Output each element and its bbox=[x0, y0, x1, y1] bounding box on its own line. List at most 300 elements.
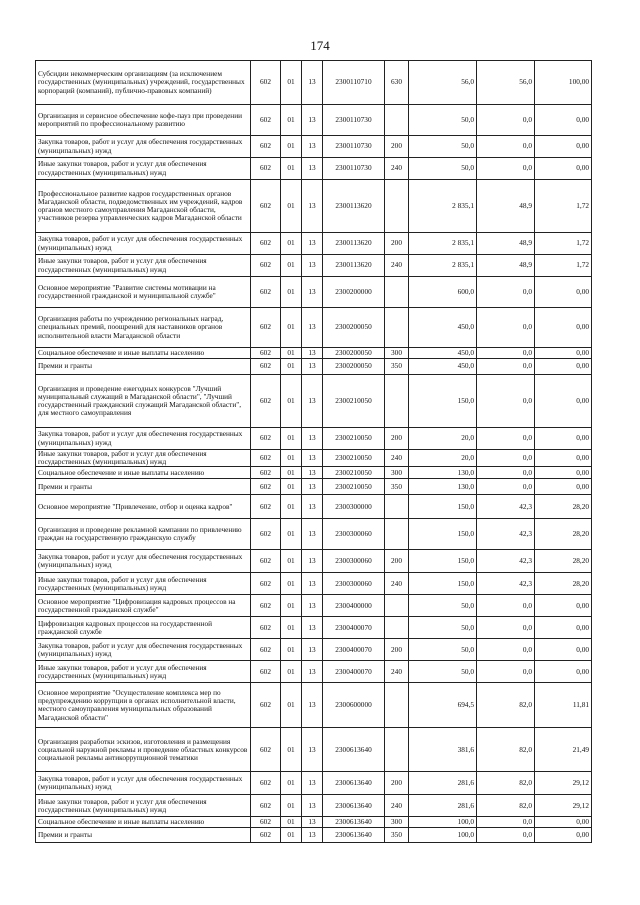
table-row bbox=[36, 308, 592, 348]
row-name: Организация разработки эскизов, изготовления и размещения социальной наружной рекламы и проведение областных конкурсов социальной рекламы антикоррупционной тематики bbox=[36, 728, 251, 772]
row-subsection: 13 bbox=[302, 519, 323, 550]
row-expense-type bbox=[385, 617, 409, 639]
row-target-article: 2300200000 bbox=[323, 277, 385, 308]
row-target-article: 2300300060 bbox=[323, 573, 385, 595]
row-ved: 602 bbox=[251, 158, 281, 180]
row-section: 01 bbox=[281, 817, 302, 828]
row-section: 01 bbox=[281, 495, 302, 519]
row-section: 01 bbox=[281, 772, 302, 795]
row-target-article: 2300300060 bbox=[323, 550, 385, 573]
row-target-article: 2300200050 bbox=[323, 359, 385, 375]
row-subsection: 13 bbox=[302, 359, 323, 375]
row-expense-type: 240 bbox=[385, 661, 409, 683]
row-plan-value: 2 835,1 bbox=[409, 233, 477, 255]
row-name: Иные закупки товаров, работ и услуг для обеспечения государственных (муниципальных) нужд bbox=[36, 795, 251, 817]
row-name: Закупка товаров, работ и услуг для обеспечения государственных (муниципальных) нужд bbox=[36, 772, 251, 795]
row-target-article: 2300210050 bbox=[323, 375, 385, 428]
row-ved: 602 bbox=[251, 728, 281, 772]
row-expense-type: 240 bbox=[385, 255, 409, 277]
row-name: Закупка товаров, работ и услуг для обеспечения государственных (муниципальных) нужд bbox=[36, 550, 251, 573]
row-target-article: 2300210050 bbox=[323, 450, 385, 467]
table-row bbox=[36, 467, 592, 479]
row-ved: 602 bbox=[251, 573, 281, 595]
row-section: 01 bbox=[281, 61, 302, 105]
row-fact-value: 56,0 bbox=[477, 61, 535, 105]
table-row bbox=[36, 828, 592, 843]
row-target-article: 2300300000 bbox=[323, 495, 385, 519]
row-section: 01 bbox=[281, 639, 302, 661]
row-subsection: 13 bbox=[302, 308, 323, 348]
row-fact-value: 0,0 bbox=[477, 595, 535, 617]
row-expense-type: 350 bbox=[385, 479, 409, 495]
row-percent: 29,12 bbox=[535, 795, 592, 817]
table-row bbox=[36, 479, 592, 495]
table-row bbox=[36, 348, 592, 359]
row-name: Иные закупки товаров, работ и услуг для обеспечения государственных (муниципальных) нужд bbox=[36, 661, 251, 683]
row-expense-type bbox=[385, 683, 409, 728]
row-ved: 602 bbox=[251, 661, 281, 683]
row-expense-type: 300 bbox=[385, 467, 409, 479]
row-percent: 0,00 bbox=[535, 359, 592, 375]
row-plan-value: 150,0 bbox=[409, 519, 477, 550]
table-row bbox=[36, 772, 592, 795]
row-section: 01 bbox=[281, 308, 302, 348]
row-section: 01 bbox=[281, 595, 302, 617]
row-subsection: 13 bbox=[302, 617, 323, 639]
row-plan-value: 50,0 bbox=[409, 661, 477, 683]
row-section: 01 bbox=[281, 728, 302, 772]
row-expense-type bbox=[385, 375, 409, 428]
row-name: Закупка товаров, работ и услуг для обеспечения государственных (муниципальных) нужд bbox=[36, 233, 251, 255]
row-target-article: 2300210050 bbox=[323, 467, 385, 479]
row-subsection: 13 bbox=[302, 255, 323, 277]
row-subsection: 13 bbox=[302, 428, 323, 450]
row-ved: 602 bbox=[251, 467, 281, 479]
page-number: 174 bbox=[310, 38, 330, 53]
row-ved: 602 bbox=[251, 375, 281, 428]
row-name: Иные закупки товаров, работ и услуг для обеспечения государственных (муниципальных) нужд bbox=[36, 573, 251, 595]
row-plan-value: 381,6 bbox=[409, 728, 477, 772]
row-ved: 602 bbox=[251, 479, 281, 495]
row-percent: 0,00 bbox=[535, 308, 592, 348]
row-target-article: 2300613640 bbox=[323, 772, 385, 795]
row-plan-value: 450,0 bbox=[409, 359, 477, 375]
row-subsection: 13 bbox=[302, 158, 323, 180]
row-subsection: 13 bbox=[302, 233, 323, 255]
row-plan-value: 100,0 bbox=[409, 828, 477, 843]
row-expense-type: 200 bbox=[385, 772, 409, 795]
row-section: 01 bbox=[281, 683, 302, 728]
row-fact-value: 0,0 bbox=[477, 359, 535, 375]
row-subsection: 13 bbox=[302, 639, 323, 661]
row-plan-value: 150,0 bbox=[409, 495, 477, 519]
row-subsection: 13 bbox=[302, 817, 323, 828]
row-percent: 0,00 bbox=[535, 348, 592, 359]
row-plan-value: 150,0 bbox=[409, 375, 477, 428]
table-row bbox=[36, 617, 592, 639]
row-target-article: 2300200050 bbox=[323, 308, 385, 348]
row-name: Социальное обеспечение и иные выплаты населению bbox=[36, 817, 251, 828]
row-section: 01 bbox=[281, 277, 302, 308]
row-section: 01 bbox=[281, 233, 302, 255]
row-subsection: 13 bbox=[302, 795, 323, 817]
row-expense-type bbox=[385, 105, 409, 136]
row-expense-type: 630 bbox=[385, 61, 409, 105]
row-plan-value: 150,0 bbox=[409, 550, 477, 573]
row-fact-value: 0,0 bbox=[477, 450, 535, 467]
row-percent: 11,81 bbox=[535, 683, 592, 728]
row-fact-value: 0,0 bbox=[477, 617, 535, 639]
row-fact-value: 0,0 bbox=[477, 661, 535, 683]
row-target-article: 2300210050 bbox=[323, 428, 385, 450]
row-target-article: 2300400070 bbox=[323, 639, 385, 661]
row-name: Цифровизация кадровых процессов на государственной гражданской службе bbox=[36, 617, 251, 639]
row-plan-value: 50,0 bbox=[409, 105, 477, 136]
row-expense-type: 240 bbox=[385, 573, 409, 595]
row-ved: 602 bbox=[251, 136, 281, 158]
row-name: Иные закупки товаров, работ и услуг для обеспечения государственных (муниципальных) нужд bbox=[36, 158, 251, 180]
row-section: 01 bbox=[281, 105, 302, 136]
row-plan-value: 130,0 bbox=[409, 479, 477, 495]
row-ved: 602 bbox=[251, 772, 281, 795]
row-name: Премии и гранты bbox=[36, 479, 251, 495]
row-percent: 0,00 bbox=[535, 661, 592, 683]
table-row bbox=[36, 428, 592, 450]
table-row bbox=[36, 728, 592, 772]
row-section: 01 bbox=[281, 359, 302, 375]
row-subsection: 13 bbox=[302, 105, 323, 136]
row-ved: 602 bbox=[251, 595, 281, 617]
row-expense-type: 350 bbox=[385, 828, 409, 843]
table-row bbox=[36, 105, 592, 136]
row-plan-value: 130,0 bbox=[409, 467, 477, 479]
row-percent: 28,20 bbox=[535, 495, 592, 519]
row-percent: 21,49 bbox=[535, 728, 592, 772]
row-expense-type bbox=[385, 519, 409, 550]
table-row bbox=[36, 450, 592, 467]
row-section: 01 bbox=[281, 255, 302, 277]
row-subsection: 13 bbox=[302, 348, 323, 359]
row-expense-type: 240 bbox=[385, 158, 409, 180]
row-name: Закупка товаров, работ и услуг для обеспечения государственных (муниципальных) нужд bbox=[36, 136, 251, 158]
row-percent: 0,00 bbox=[535, 479, 592, 495]
row-expense-type bbox=[385, 495, 409, 519]
row-subsection: 13 bbox=[302, 683, 323, 728]
row-ved: 602 bbox=[251, 817, 281, 828]
row-fact-value: 42,3 bbox=[477, 573, 535, 595]
row-ved: 602 bbox=[251, 61, 281, 105]
row-plan-value: 2 835,1 bbox=[409, 255, 477, 277]
row-fact-value: 0,0 bbox=[477, 467, 535, 479]
row-percent: 0,00 bbox=[535, 617, 592, 639]
row-section: 01 bbox=[281, 158, 302, 180]
row-percent: 28,20 bbox=[535, 550, 592, 573]
row-fact-value: 82,0 bbox=[477, 728, 535, 772]
row-ved: 602 bbox=[251, 828, 281, 843]
row-percent: 0,00 bbox=[535, 375, 592, 428]
row-fact-value: 0,0 bbox=[477, 105, 535, 136]
row-percent: 0,00 bbox=[535, 595, 592, 617]
row-subsection: 13 bbox=[302, 828, 323, 843]
row-percent: 0,00 bbox=[535, 467, 592, 479]
row-target-article: 2300210050 bbox=[323, 479, 385, 495]
row-name: Организация и проведение ежегодных конкурсов "Лучший муниципальный служащий в Магаданской области", "Лучший государственный гражданский служащий Магаданской области", для местного самоуправления bbox=[36, 375, 251, 428]
row-plan-value: 450,0 bbox=[409, 348, 477, 359]
table-row bbox=[36, 573, 592, 595]
row-percent: 0,00 bbox=[535, 450, 592, 467]
row-target-article: 2300613640 bbox=[323, 828, 385, 843]
row-plan-value: 50,0 bbox=[409, 158, 477, 180]
row-name: Премии и гранты bbox=[36, 359, 251, 375]
row-subsection: 13 bbox=[302, 661, 323, 683]
row-ved: 602 bbox=[251, 105, 281, 136]
row-ved: 602 bbox=[251, 617, 281, 639]
row-target-article: 2300300060 bbox=[323, 519, 385, 550]
table-row bbox=[36, 277, 592, 308]
row-expense-type: 300 bbox=[385, 817, 409, 828]
row-expense-type: 200 bbox=[385, 639, 409, 661]
row-ved: 602 bbox=[251, 359, 281, 375]
row-name: Премии и гранты bbox=[36, 828, 251, 843]
row-plan-value: 281,6 bbox=[409, 795, 477, 817]
row-percent: 0,00 bbox=[535, 828, 592, 843]
row-name: Организация и проведение рекламной кампании по привлечению граждан на государственную гражданскую службу bbox=[36, 519, 251, 550]
row-name: Иные закупки товаров, работ и услуг для обеспечения государственных (муниципальных) нужд bbox=[36, 255, 251, 277]
row-fact-value: 48,9 bbox=[477, 255, 535, 277]
row-percent: 1,72 bbox=[535, 255, 592, 277]
table-row bbox=[36, 136, 592, 158]
row-percent: 0,00 bbox=[535, 817, 592, 828]
row-fact-value: 0,0 bbox=[477, 428, 535, 450]
row-ved: 602 bbox=[251, 308, 281, 348]
row-ved: 602 bbox=[251, 428, 281, 450]
table-row bbox=[36, 180, 592, 233]
row-percent: 0,00 bbox=[535, 639, 592, 661]
row-subsection: 13 bbox=[302, 550, 323, 573]
row-name: Основное мероприятие "Осуществление комплекса мер по предупреждению коррупции в органах исполнительной власти, местного самоуправления муниципальных образований Магаданской области" bbox=[36, 683, 251, 728]
table-row bbox=[36, 158, 592, 180]
row-section: 01 bbox=[281, 180, 302, 233]
table-row bbox=[36, 375, 592, 428]
row-fact-value: 82,0 bbox=[477, 683, 535, 728]
row-ved: 602 bbox=[251, 639, 281, 661]
row-section: 01 bbox=[281, 467, 302, 479]
row-fact-value: 48,9 bbox=[477, 233, 535, 255]
row-percent: 0,00 bbox=[535, 277, 592, 308]
row-section: 01 bbox=[281, 375, 302, 428]
table-row bbox=[36, 61, 592, 105]
row-section: 01 bbox=[281, 795, 302, 817]
row-ved: 602 bbox=[251, 495, 281, 519]
row-plan-value: 2 835,1 bbox=[409, 180, 477, 233]
row-percent: 1,72 bbox=[535, 233, 592, 255]
row-target-article: 2300400000 bbox=[323, 595, 385, 617]
row-subsection: 13 bbox=[302, 772, 323, 795]
row-name: Основное мероприятие "Цифровизация кадровых процессов на государственной гражданской службе" bbox=[36, 595, 251, 617]
row-fact-value: 48,9 bbox=[477, 180, 535, 233]
row-plan-value: 450,0 bbox=[409, 308, 477, 348]
row-target-article: 2300600000 bbox=[323, 683, 385, 728]
row-ved: 602 bbox=[251, 683, 281, 728]
row-name: Социальное обеспечение и иные выплаты населению bbox=[36, 467, 251, 479]
row-percent: 29,12 bbox=[535, 772, 592, 795]
table-row bbox=[36, 683, 592, 728]
row-target-article: 2300613640 bbox=[323, 817, 385, 828]
row-subsection: 13 bbox=[302, 450, 323, 467]
row-target-article: 2300613640 bbox=[323, 728, 385, 772]
row-target-article: 2300110730 bbox=[323, 136, 385, 158]
row-fact-value: 0,0 bbox=[477, 348, 535, 359]
table-row bbox=[36, 519, 592, 550]
table-row bbox=[36, 550, 592, 573]
row-plan-value: 50,0 bbox=[409, 136, 477, 158]
row-plan-value: 100,0 bbox=[409, 817, 477, 828]
row-subsection: 13 bbox=[302, 277, 323, 308]
row-expense-type: 200 bbox=[385, 233, 409, 255]
table-row bbox=[36, 639, 592, 661]
row-name: Субсидии некоммерческим организациям (за исключением государственных (муниципальных) учреждений, государственных корпораций (компаний), публично-правовых компаний) bbox=[36, 61, 251, 105]
row-subsection: 13 bbox=[302, 495, 323, 519]
row-percent: 0,00 bbox=[535, 105, 592, 136]
row-fact-value: 0,0 bbox=[477, 639, 535, 661]
row-name: Организация и сервисное обеспечение кофе-пауз при проведении мероприятий по профессиональному развитию bbox=[36, 105, 251, 136]
row-expense-type: 240 bbox=[385, 795, 409, 817]
row-section: 01 bbox=[281, 348, 302, 359]
row-fact-value: 0,0 bbox=[477, 158, 535, 180]
row-expense-type: 200 bbox=[385, 136, 409, 158]
row-fact-value: 0,0 bbox=[477, 136, 535, 158]
row-plan-value: 600,0 bbox=[409, 277, 477, 308]
row-target-article: 2300400070 bbox=[323, 617, 385, 639]
row-section: 01 bbox=[281, 519, 302, 550]
row-expense-type bbox=[385, 595, 409, 617]
row-plan-value: 50,0 bbox=[409, 595, 477, 617]
row-fact-value: 0,0 bbox=[477, 479, 535, 495]
row-percent: 0,00 bbox=[535, 158, 592, 180]
row-ved: 602 bbox=[251, 277, 281, 308]
row-fact-value: 42,3 bbox=[477, 519, 535, 550]
row-expense-type bbox=[385, 308, 409, 348]
row-subsection: 13 bbox=[302, 479, 323, 495]
row-plan-value: 20,0 bbox=[409, 450, 477, 467]
row-target-article: 2300110710 bbox=[323, 61, 385, 105]
row-plan-value: 56,0 bbox=[409, 61, 477, 105]
row-name: Закупка товаров, работ и услуг для обеспечения государственных (муниципальных) нужд bbox=[36, 639, 251, 661]
row-percent: 28,20 bbox=[535, 519, 592, 550]
table-row bbox=[36, 495, 592, 519]
row-section: 01 bbox=[281, 136, 302, 158]
row-target-article: 2300110730 bbox=[323, 105, 385, 136]
table-row bbox=[36, 255, 592, 277]
table-row bbox=[36, 661, 592, 683]
row-name: Закупка товаров, работ и услуг для обеспечения государственных (муниципальных) нужд bbox=[36, 428, 251, 450]
row-name: Профессиональное развитие кадров государственных органов Магаданской области, подведомственных им учреждений, кадров органов местного самоуправления Магаданской области, участников резерва управленческих кадров Магаданской области bbox=[36, 180, 251, 233]
table-row bbox=[36, 817, 592, 828]
row-percent: 0,00 bbox=[535, 428, 592, 450]
row-subsection: 13 bbox=[302, 375, 323, 428]
row-fact-value: 0,0 bbox=[477, 277, 535, 308]
row-expense-type: 300 bbox=[385, 348, 409, 359]
row-fact-value: 42,3 bbox=[477, 550, 535, 573]
row-target-article: 2300113620 bbox=[323, 255, 385, 277]
row-ved: 602 bbox=[251, 255, 281, 277]
row-ved: 602 bbox=[251, 233, 281, 255]
row-subsection: 13 bbox=[302, 180, 323, 233]
row-ved: 602 bbox=[251, 450, 281, 467]
row-name: Основное мероприятие "Привлечение, отбор и оценка кадров" bbox=[36, 495, 251, 519]
row-subsection: 13 bbox=[302, 595, 323, 617]
row-subsection: 13 bbox=[302, 573, 323, 595]
row-name: Иные закупки товаров, работ и услуг для обеспечения государственных (муниципальных) нужд bbox=[36, 450, 251, 467]
row-subsection: 13 bbox=[302, 728, 323, 772]
row-fact-value: 0,0 bbox=[477, 308, 535, 348]
row-expense-type: 200 bbox=[385, 550, 409, 573]
row-target-article: 2300613640 bbox=[323, 795, 385, 817]
row-plan-value: 694,5 bbox=[409, 683, 477, 728]
row-target-article: 2300200050 bbox=[323, 348, 385, 359]
table-row bbox=[36, 795, 592, 817]
table-row bbox=[36, 595, 592, 617]
row-plan-value: 150,0 bbox=[409, 573, 477, 595]
row-fact-value: 82,0 bbox=[477, 795, 535, 817]
row-percent: 28,20 bbox=[535, 573, 592, 595]
row-percent: 100,00 bbox=[535, 61, 592, 105]
table-row bbox=[36, 359, 592, 375]
row-target-article: 2300110730 bbox=[323, 158, 385, 180]
row-expense-type: 240 bbox=[385, 450, 409, 467]
row-section: 01 bbox=[281, 828, 302, 843]
row-plan-value: 50,0 bbox=[409, 617, 477, 639]
row-fact-value: 0,0 bbox=[477, 375, 535, 428]
row-fact-value: 82,0 bbox=[477, 772, 535, 795]
row-subsection: 13 bbox=[302, 136, 323, 158]
row-section: 01 bbox=[281, 617, 302, 639]
row-expense-type bbox=[385, 277, 409, 308]
row-target-article: 2300113620 bbox=[323, 180, 385, 233]
row-expense-type bbox=[385, 180, 409, 233]
row-ved: 602 bbox=[251, 795, 281, 817]
row-name: Основное мероприятие "Развитие системы мотивации на государственной гражданской и муниципальной службе" bbox=[36, 277, 251, 308]
row-ved: 602 bbox=[251, 180, 281, 233]
row-ved: 602 bbox=[251, 519, 281, 550]
row-ved: 602 bbox=[251, 550, 281, 573]
row-percent: 1,72 bbox=[535, 180, 592, 233]
row-fact-value: 0,0 bbox=[477, 817, 535, 828]
row-percent: 0,00 bbox=[535, 136, 592, 158]
row-expense-type bbox=[385, 728, 409, 772]
row-section: 01 bbox=[281, 428, 302, 450]
row-plan-value: 20,0 bbox=[409, 428, 477, 450]
row-subsection: 13 bbox=[302, 61, 323, 105]
row-plan-value: 50,0 bbox=[409, 639, 477, 661]
row-fact-value: 42,3 bbox=[477, 495, 535, 519]
row-section: 01 bbox=[281, 479, 302, 495]
row-expense-type: 350 bbox=[385, 359, 409, 375]
row-name: Организация работы по учреждению региональных наград, специальных премий, поощрений для наставников органов исполнительной власти Магаданской области bbox=[36, 308, 251, 348]
row-section: 01 bbox=[281, 573, 302, 595]
row-expense-type: 200 bbox=[385, 428, 409, 450]
row-target-article: 2300400070 bbox=[323, 661, 385, 683]
row-target-article: 2300113620 bbox=[323, 233, 385, 255]
budget-table bbox=[35, 60, 592, 843]
row-section: 01 bbox=[281, 661, 302, 683]
table-row bbox=[36, 233, 592, 255]
row-section: 01 bbox=[281, 550, 302, 573]
row-subsection: 13 bbox=[302, 467, 323, 479]
row-ved: 602 bbox=[251, 348, 281, 359]
row-section: 01 bbox=[281, 450, 302, 467]
row-name: Социальное обеспечение и иные выплаты населению bbox=[36, 348, 251, 359]
